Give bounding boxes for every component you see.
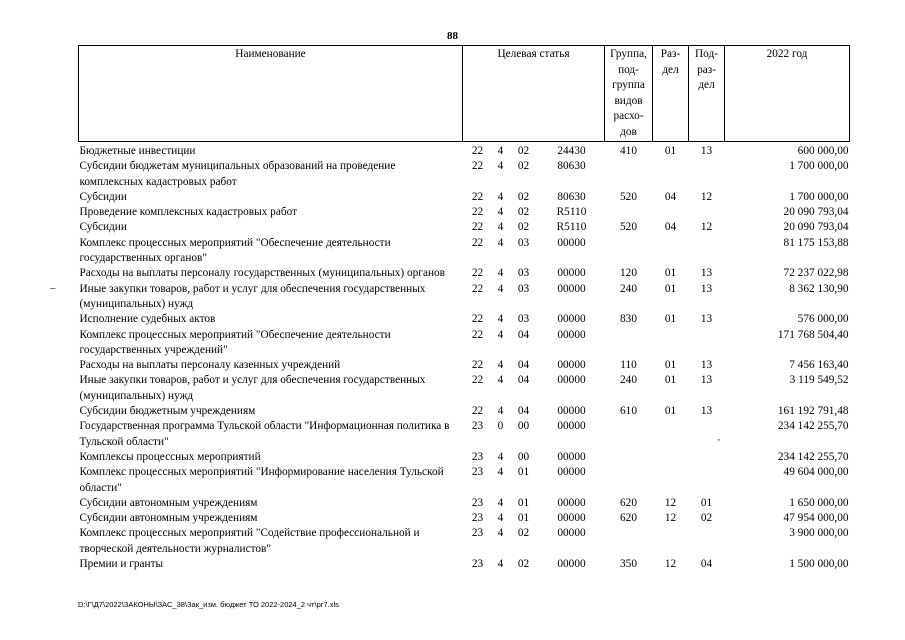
target-group: 02 [517,145,530,157]
target-group: 04 [517,405,530,418]
target-direction: 00000 [557,236,586,249]
target-group: 03 [517,236,530,249]
table-row [79,496,850,511]
target-group: 03 [517,267,530,280]
amount-2022: 8 362 130,90 [789,282,849,295]
table-row [79,236,850,267]
target-group: 01 [517,512,530,525]
target-direction: 00000 [557,405,586,418]
header-expense-group: Группа, под- группа видов расхо- дов [605,46,653,142]
target-subprogram: 4 [497,527,504,540]
subsection [689,159,725,190]
target-group: 02 [517,206,530,219]
target-subprogram: 4 [497,496,504,509]
amount-2022: 161 192 791,48 [777,405,849,418]
amount-2022: 3 119 549,52 [789,374,849,387]
target-direction: 00000 [557,420,586,433]
target-subprogram: 4 [497,267,504,280]
expense-group: 120 [620,267,637,280]
target-direction: 00000 [557,558,586,571]
expense-group: 620 [620,496,637,509]
table-row [79,373,850,404]
row-name: Расходы на выплаты персоналу казенных учреждений [79,359,341,372]
row-name: Комплексы процессных мероприятий [79,450,261,463]
subsection [689,328,725,359]
subsection: 01 [700,496,713,509]
expense-group [605,450,653,465]
target-subprogram: 4 [497,374,504,387]
section: 12 [664,512,677,525]
expense-group [605,236,653,267]
row-name: Комплекс процессных мероприятий "Содействие профессиональной и творческой деятельности журналистов" [79,527,420,555]
target-subprogram: 4 [497,359,504,372]
amount-2022: 81 175 153,88 [783,236,849,249]
subsection: 13 [700,267,713,280]
subsection: 13 [700,145,713,157]
section [653,236,689,267]
row-name: Комплекс процессных мероприятий "Информирование населения Тульской области" [79,466,444,494]
target-program: 22 [471,405,484,418]
table-row [79,205,850,220]
target-direction: 00000 [557,359,586,372]
row-name: Расходы на выплаты персоналу государственных (муниципальных) органов [79,267,445,280]
expense-group: 110 [620,359,637,372]
target-subprogram: 4 [497,450,504,463]
amount-2022: 1 650 000,00 [789,496,849,509]
section: 01 [664,313,677,326]
target-group: 00 [517,450,530,463]
amount-2022: 1 700 000,00 [789,190,849,203]
amount-2022: 234 142 255,70 [777,450,849,463]
amount-2022: 576 000,00 [797,313,849,326]
row-name: Премии и гранты [79,558,164,571]
subsection [689,419,725,450]
target-program: 22 [471,236,484,249]
row-name: Иные закупки товаров, работ и услуг для обеспечения государственных (муниципальных) нужд [79,282,426,310]
header-name: Наименование [79,46,463,142]
target-group: 03 [517,313,530,326]
section: 01 [664,374,677,387]
target-subprogram: 4 [497,558,504,571]
target-subprogram: 4 [497,328,504,341]
subsection: 12 [700,190,713,203]
subsection [689,450,725,465]
page-number: 88 [447,30,458,42]
target-direction: 00000 [557,512,586,525]
amount-2022: 3 900 000,00 [789,527,849,540]
expense-group: 410 [620,145,637,157]
section: 01 [664,267,677,280]
target-program: 23 [471,512,484,525]
target-program: 22 [471,313,484,326]
section: 01 [664,405,677,418]
file-path-footer: D:\Г\Д7\2022\ЗАКОНЫ\ЗАС_38\Зак_изм. бюджет ТО 2022-2024_2 чт\рг7.xls [78,600,339,609]
target-group: 01 [517,496,530,509]
tick-mark: ' [718,438,720,449]
target-program: 23 [471,527,484,540]
subsection: 13 [700,405,713,418]
row-name: Субсидии бюджетным учреждениям [79,405,256,418]
target-subprogram: 4 [497,160,504,173]
target-subprogram: 4 [497,466,504,479]
table-row [79,220,850,235]
section: 01 [664,359,677,372]
expense-group [605,328,653,359]
target-program: 23 [471,558,484,571]
target-program: 22 [471,328,484,341]
expense-group: 620 [620,512,637,525]
table-row [79,465,850,496]
target-group: 04 [517,328,530,341]
amount-2022: 1 500 000,00 [789,558,849,571]
table-row [79,557,850,572]
table-row [79,328,850,359]
row-name: Бюджетные инвестиции [79,145,196,157]
section: 01 [664,282,677,295]
table-row [79,266,850,281]
row-name: Иные закупки товаров, работ и услуг для обеспечения государственных (муниципальных) нужд [79,374,426,402]
table-row [79,190,850,205]
amount-2022: 171 768 504,40 [777,328,849,341]
subsection: 13 [700,313,713,326]
section [653,159,689,190]
target-direction: 00000 [557,282,586,295]
target-direction: 80630 [557,160,586,173]
table-row [79,282,850,313]
target-direction: 00000 [557,496,586,509]
target-direction: 00000 [557,374,586,387]
row-name: Комплекс процессных мероприятий "Обеспечение деятельности государственных учреждений" [79,328,391,356]
target-subprogram: 4 [497,221,504,234]
expense-group [605,419,653,450]
section: 12 [664,558,677,571]
target-direction: 00000 [557,450,586,463]
section [653,419,689,450]
subsection: 02 [700,512,713,525]
table-row [79,511,850,526]
section [653,328,689,359]
target-subprogram: 4 [497,405,504,418]
table-row [79,159,850,190]
expense-group [605,205,653,220]
amount-2022: 234 142 255,70 [777,420,849,433]
subsection: 13 [700,282,713,295]
expense-group [605,465,653,496]
target-group: 01 [517,466,530,479]
amount-2022: 20 090 793,04 [783,206,849,219]
expense-group: 830 [620,313,637,326]
amount-2022: 20 090 793,04 [783,221,849,234]
expense-group: 520 [620,190,637,203]
expense-group: 240 [620,282,637,295]
row-name: Субсидии автономным учреждениям [79,496,258,509]
table-header [79,46,850,142]
header-section: Раз- дел [653,46,689,142]
subsection [689,236,725,267]
target-subprogram: 0 [497,420,504,433]
target-program: 23 [471,496,484,509]
target-program: 22 [471,206,484,219]
subsection: 13 [700,374,713,387]
row-name: Субсидии автономным учреждениям [79,512,258,525]
target-subprogram: 4 [497,145,504,157]
target-program: 22 [471,282,484,295]
target-subprogram: 4 [497,282,504,295]
row-name: Субсидии [79,190,127,203]
expense-group [605,526,653,557]
target-program: 22 [471,160,484,173]
section [653,205,689,220]
expense-group: 350 [620,558,637,571]
target-program: 22 [471,359,484,372]
target-group: 02 [517,160,530,173]
target-program: 22 [471,145,484,157]
budget-table [78,45,850,572]
target-program: 22 [471,221,484,234]
stray-mark: ‒ [50,282,56,294]
section: 04 [664,190,677,203]
target-group: 02 [517,527,530,540]
row-name: Субсидии бюджетам муниципальных образований на проведение комплексных кадастровых работ [79,160,396,188]
target-group: 02 [517,558,530,571]
target-direction: 00000 [557,328,586,341]
section: 01 [664,145,677,157]
header-target-article: Целевая статья [463,46,605,142]
row-name: Субсидии [79,221,127,234]
row-name: Проведение комплексных кадастровых работ [79,206,298,219]
target-subprogram: 4 [497,206,504,219]
expense-group: 240 [620,374,637,387]
section [653,450,689,465]
target-direction: 00000 [557,527,586,540]
row-name: Государственная программа Тульской области "Информационная политика в Тульской области" [79,420,450,448]
target-program: 22 [471,267,484,280]
subsection [689,465,725,496]
expense-group: 520 [620,221,637,234]
amount-2022: 49 604 000,00 [783,466,849,479]
header-year: 2022 год [725,46,850,142]
row-name: Исполнение судебных актов [79,313,216,326]
amount-2022: 47 954 000,00 [783,512,849,525]
target-program: 22 [471,190,484,203]
section [653,526,689,557]
table-row [79,142,850,160]
target-group: 03 [517,282,530,295]
table-row [79,419,850,450]
header-subsection: Под- раз- дел [689,46,725,142]
target-group: 00 [517,420,530,433]
amount-2022: 7 456 163,40 [789,359,849,372]
target-group: 04 [517,374,530,387]
target-group: 02 [517,221,530,234]
table-row [79,358,850,373]
target-program: 23 [471,450,484,463]
target-program: 22 [471,374,484,387]
target-group: 02 [517,190,530,203]
target-direction: 00000 [557,267,586,280]
section: 12 [664,496,677,509]
amount-2022: 600 000,00 [797,145,849,157]
table-row [79,526,850,557]
target-subprogram: 4 [497,512,504,525]
target-subprogram: 4 [497,236,504,249]
subsection [689,526,725,557]
amount-2022: 1 700 000,00 [789,160,849,173]
target-subprogram: 4 [497,190,504,203]
target-group: 04 [517,359,530,372]
subsection: 04 [700,558,713,571]
target-direction: 80630 [557,190,586,203]
table-row [79,404,850,419]
subsection: 12 [700,221,713,234]
expense-group [605,159,653,190]
table-body [79,142,850,573]
amount-2022: 72 237 022,98 [783,267,849,280]
subsection [689,205,725,220]
section: 04 [664,221,677,234]
target-program: 23 [471,466,484,479]
expense-group: 610 [620,405,637,418]
target-direction: 00000 [557,313,586,326]
target-subprogram: 4 [497,313,504,326]
target-direction: 24430 [557,145,586,157]
target-program: 23 [471,420,484,433]
target-direction: 00000 [557,466,586,479]
table-row [79,312,850,327]
table-row [79,450,850,465]
row-name: Комплекс процессных мероприятий "Обеспечение деятельности государственных органов" [79,236,391,265]
target-direction: R5110 [556,206,587,219]
section [653,465,689,496]
target-direction: R5110 [556,221,587,234]
subsection: 13 [700,359,713,372]
